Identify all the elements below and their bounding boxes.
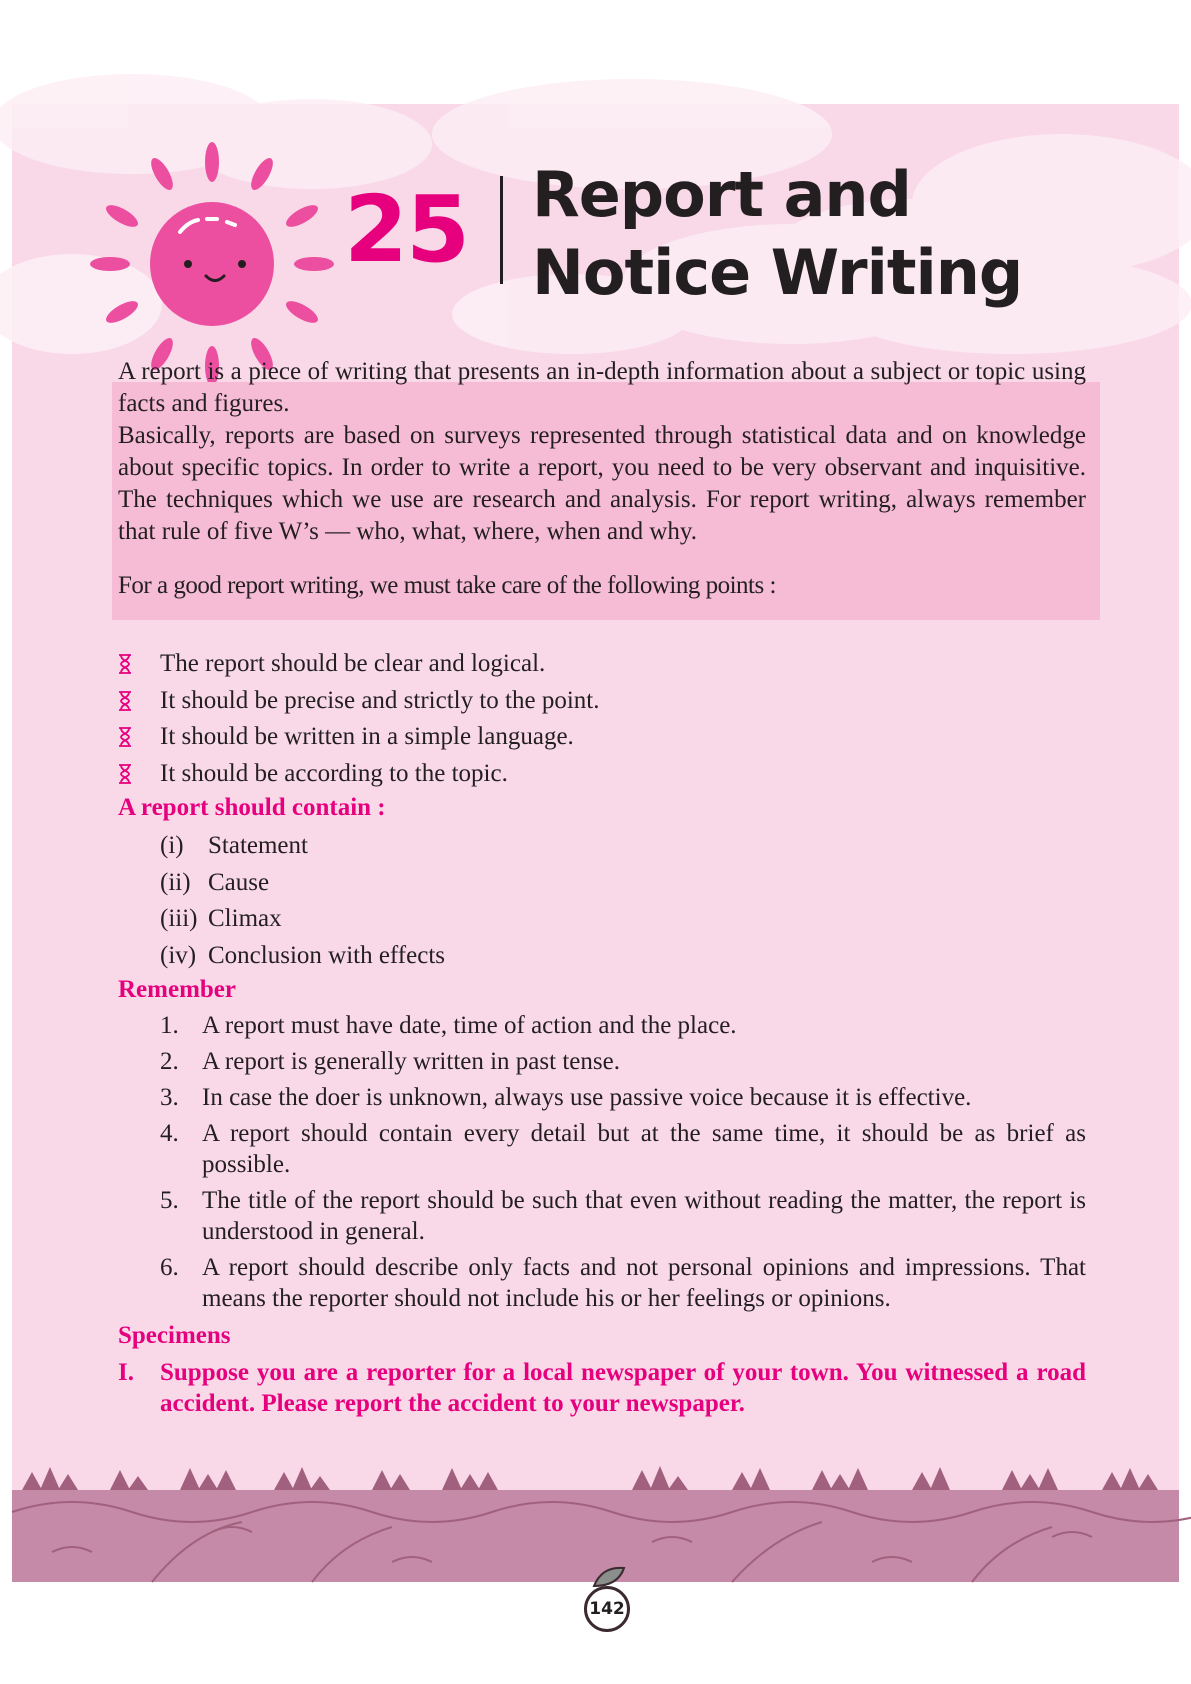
list-item [160,1046,1086,1077]
item-number: (ii) [160,868,191,896]
list-item [160,1010,1086,1041]
list-item [160,938,445,975]
chapter-title-line-2: Notice Writing [532,236,1023,309]
contain-heading: A report should contain : [118,794,386,821]
list-item [160,1185,1086,1247]
point-text: It should be precise and strictly to the point. [160,686,600,714]
item-text: The title of the report should be such that even without reading the matter, the report is understood in general. [202,1187,1086,1245]
list-item [160,901,445,938]
item-number: (iv) [160,941,197,969]
hourglass-icon [118,727,132,747]
smiling-sun-icon [92,144,332,384]
chapter-number: 25 [344,176,469,283]
item-text: In case the doer is unknown, always use passive voice because it is effective. [202,1084,972,1111]
item-number: 1. [160,1012,179,1039]
intro-paragraph-2: Basically, reports are based on surveys represented through statistical data and on knowledge about specific topics. In order to write a report, you need to be very observant and inquisitive. The techniques which we use are research and analysis. For report writing, always remember that rule of five W’s — who, what, where, when and why. [118,422,1086,545]
item-text: A report is generally written in past tense. [202,1048,620,1075]
chapter-title [532,156,1022,312]
item-text: A report must have date, time of action and the place. [202,1012,737,1039]
specimen-number: I. [118,1359,134,1386]
intro-paragraph-1: A report is a piece of writing that presents an in-depth information about a subject or topic using facts and figures. [118,358,1086,417]
footer-landscape [12,1412,1179,1582]
list-item [160,828,445,865]
item-number: (i) [160,832,184,859]
list-item [160,1118,1086,1180]
list-item [118,756,600,793]
list-item [118,646,600,683]
hourglass-icon [118,654,132,674]
item-number: (iii) [160,905,198,932]
list-item [160,865,445,902]
item-number: 4. [160,1120,179,1147]
chapter-title-line-1: Report and [532,158,911,231]
item-text: A report should describe only facts and not personal opinions and impressions. That means the reporter should not include his or her feelings or opinions. [202,1254,1086,1312]
point-text: The report should be clear and logical. [160,650,546,677]
specimen-text: Suppose you are a reporter for a local newspaper of your town. You witnessed a road accident. Please report the accident to your newspaper. [160,1359,1086,1417]
list-item [118,683,600,720]
item-number: 2. [160,1048,179,1075]
specimens-heading: Specimens [118,1322,231,1349]
list-item [118,719,600,756]
item-number: 5. [160,1187,179,1214]
title-divider [500,176,503,284]
page-number: 142 [584,1586,630,1632]
points-list [118,646,600,792]
list-item [160,1252,1086,1314]
hourglass-icon [118,691,132,711]
point-text: It should be according to the topic. [160,759,508,787]
point-text: It should be written in a simple language. [160,723,574,750]
list-item [160,1082,1086,1113]
points-intro: For a good report writing, we must take care of the following points : [118,572,776,599]
remember-heading: Remember [118,976,236,1003]
specimen-question [118,1357,1086,1419]
item-number: 6. [160,1254,179,1281]
item-text: Statement [208,832,308,859]
item-number: 3. [160,1084,179,1111]
item-text: Conclusion with effects [208,941,445,969]
page-background [12,104,1179,1619]
item-text: Cause [208,868,270,896]
item-text: Climax [208,905,282,932]
item-text: A report should contain every detail but at the same time, it should be as brief as possible. [202,1120,1086,1178]
contain-list [160,828,445,974]
hourglass-icon [118,764,132,784]
remember-list [160,1010,1086,1319]
